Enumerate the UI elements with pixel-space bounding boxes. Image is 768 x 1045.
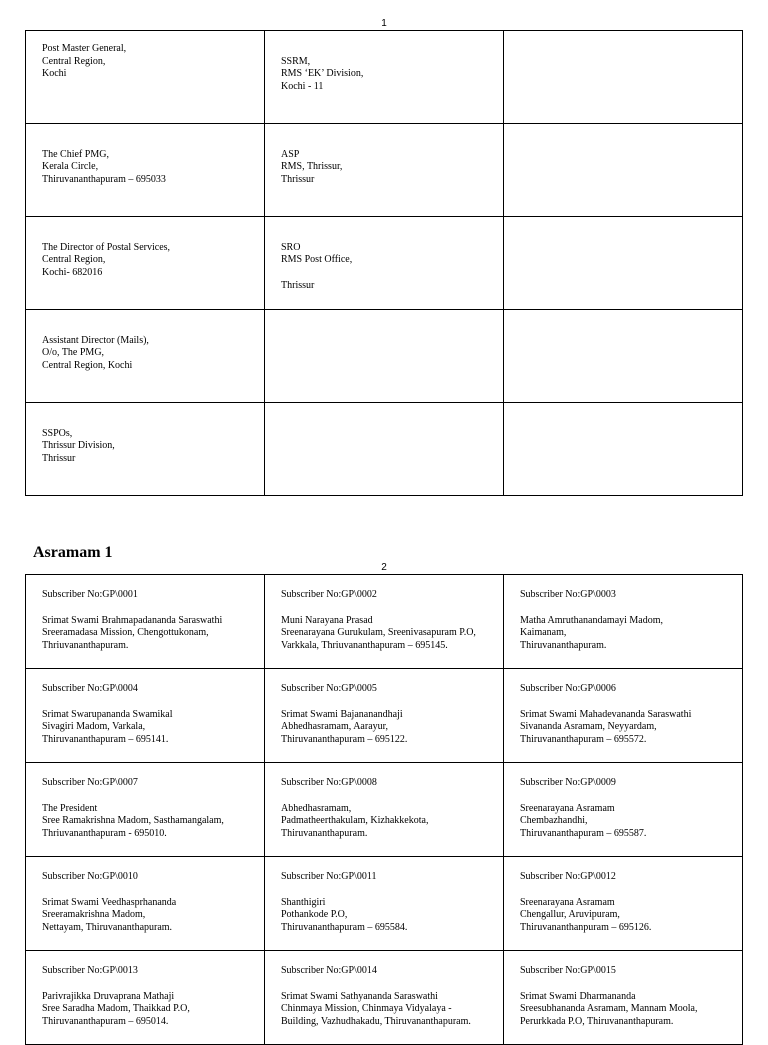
subscriber-number: Subscriber No:GP\0002 [281,589,377,600]
subscriber-address-line: Thiruvananthapuram. [520,640,607,652]
subscriber-address-line: Srimat Swami Mahadevananda Saraswathi [520,708,692,720]
address-line: SRO [281,241,301,253]
address-line: O/o, The PMG, [42,347,105,359]
subscriber-cell [265,763,504,857]
subscriber-cell [504,857,743,951]
address-line: The Director of Postal Services, [42,241,171,253]
subscriber-address-line: Parivrajikka Druvaprana Mathaji [42,990,175,1002]
address-line: SSPOs, [42,427,73,439]
page-number-1: 1 [381,18,387,29]
address-line: Kerala Circle, [42,161,99,173]
address-line: Thrissur [281,174,315,186]
subscriber-address-line: Abhedhasramam, [281,802,352,814]
subscriber-cell [26,951,265,1045]
address-line: Kochi- 682016 [42,267,103,279]
subscriber-address-line: Thriuvananthapuram - 695010. [42,828,167,840]
subscriber-address-line: Sreenarayana Gurukulam, Sreenivasapuram P.O, [281,627,476,639]
subscriber-cell [265,669,504,763]
address-line [281,136,493,149]
subscriber-address-line: Thiruvananthapuram – 695587. [520,828,647,840]
address-cell [26,310,265,403]
address-line [42,136,254,149]
subscriber-cell [26,857,265,951]
subscriber-row [26,763,743,857]
subscriber-address-line: Sree Ramakrishna Madom, Sasthamangalam, [42,815,224,827]
subscriber-row [26,669,743,763]
subscriber-cell [265,575,504,669]
subscriber-number: Subscriber No:GP\0014 [281,965,377,976]
address-line [42,322,254,335]
address-cell [504,217,743,310]
address-line: Central Region, [42,254,106,266]
address-cell [26,124,265,217]
address-row [26,217,743,310]
address-cell [26,31,265,124]
subscriber-cell [26,669,265,763]
address-cell [265,403,504,496]
address-cell [504,31,743,124]
subscriber-address-line: Shanthigiri [281,896,326,908]
address-line [281,267,493,280]
address-line: Thrissur Division, [42,440,115,452]
address-cell [265,217,504,310]
subscriber-address-line: Building, Vazhudhakadu, Thiruvananthapuram. [281,1016,471,1028]
address-line: Thiruvananthapuram – 695033 [42,174,166,186]
subscriber-address-line: Srimat Swami Sathyananda Saraswathi [281,990,438,1002]
address-line: Kochi - 11 [281,81,324,93]
address-cell [265,124,504,217]
address-line [281,43,493,56]
subscriber-address-line: Srimat Swami Dharmananda [520,990,636,1002]
address-cell [26,403,265,496]
subscriber-number: Subscriber No:GP\0008 [281,777,377,788]
address-line: Thrissur [281,279,315,291]
address-line: Kochi [42,68,67,80]
subscriber-address-line: Sreenarayana Asramam [520,896,615,908]
address-row [26,403,743,496]
subscriber-number: Subscriber No:GP\0006 [520,683,616,694]
subscriber-address-line: Sivagiri Madom, Varkala, [42,721,146,733]
subscriber-cell [265,951,504,1045]
subscriber-address-line: Srimat Swami Brahmapadananda Saraswathi [42,614,223,626]
address-cell [504,124,743,217]
subscriber-address-line: Thiruvananthanpuram – 695126. [520,922,652,934]
subscriber-number: Subscriber No:GP\0015 [520,965,616,976]
subscriber-row [26,857,743,951]
address-cell [504,310,743,403]
address-table-1 [25,30,743,496]
subscriber-number: Subscriber No:GP\0013 [42,965,138,976]
subscriber-address-line: Srimat Swami Bajananandhaji [281,708,403,720]
address-line: SSRM, [281,55,311,67]
subscriber-number: Subscriber No:GP\0005 [281,683,377,694]
subscriber-address-line: Sivananda Asramam, Neyyardam, [520,721,657,733]
address-line: Central Region, Kochi [42,360,133,372]
subscriber-address-line: Thiruvananthapuram. [281,828,368,840]
subscriber-number: Subscriber No:GP\0007 [42,777,138,788]
address-line: Thrissur [42,453,76,465]
subscriber-address-line: Sree Saradha Madom, Thaikkad P.O, [42,1003,190,1015]
subscriber-address-line: Varkkala, Thriuvananthapuram – 695145. [281,640,448,652]
subscriber-address-line: Matha Amruthanandamayi Madom, [520,614,664,626]
page-number-2: 2 [381,562,387,573]
address-row [26,310,743,403]
subscriber-table [25,574,743,1045]
subscriber-cell [504,669,743,763]
subscriber-address-line: Srimat Swarupananda Swamikal [42,708,173,720]
subscriber-address-line: Thiruvananthapuram – 695141. [42,734,169,746]
section-heading: Asramam 1 [33,544,113,561]
address-row [26,31,743,124]
subscriber-address-line: Abhedhasramam, Aarayur, [281,721,389,733]
subscriber-address-line: Thiruvananthapuram – 695122. [281,734,408,746]
subscriber-cell [504,763,743,857]
subscriber-number: Subscriber No:GP\0009 [520,777,616,788]
subscriber-address-line: Chembazhandhi, [520,815,588,827]
subscriber-cell [504,951,743,1045]
address-cell [26,217,265,310]
address-line [42,229,254,242]
address-line [42,415,254,428]
subscriber-number: Subscriber No:GP\0010 [42,871,138,882]
address-line: RMS ‘EK’ Division, [281,68,364,80]
address-line: ASP [281,148,300,160]
subscriber-address-line: Sreesubhananda Asramam, Mannam Moola, [520,1003,698,1015]
subscriber-address-line: Srimat Swami Veedhasprhananda [42,896,177,908]
subscriber-cell [26,575,265,669]
address-line [281,229,493,242]
subscriber-address-line: Nettayam, Thiruvananthapuram. [42,922,173,934]
subscriber-address-line: Chengallur, Aruvipuram, [520,909,620,921]
subscriber-address-line: Perurkkada P.O, Thiruvananthapuram. [520,1016,674,1028]
subscriber-address-line: Sreeramadasa Mission, Chengottukonam, [42,627,209,639]
subscriber-address-line: Muni Narayana Prasad [281,614,373,626]
address-row [26,124,743,217]
subscriber-number: Subscriber No:GP\0012 [520,871,616,882]
subscriber-number: Subscriber No:GP\0001 [42,589,138,600]
address-line: Post Master General, [42,43,127,54]
subscriber-address-line: Kaimanam, [520,627,567,639]
subscriber-number: Subscriber No:GP\0004 [42,683,138,694]
address-line: Assistant Director (Mails), [42,334,149,346]
subscriber-cell [26,763,265,857]
subscriber-address-line: Padmatheerthakulam, Kizhakkekota, [281,815,429,827]
address-cell [265,310,504,403]
subscriber-row [26,575,743,669]
subscriber-address-line: Thriuvananthapuram. [42,640,129,652]
subscriber-address-line: Thiruvananthapuram – 695014. [42,1016,169,1028]
subscriber-cell [265,857,504,951]
address-cell [504,403,743,496]
subscriber-cell [504,575,743,669]
subscriber-row [26,951,743,1045]
address-line: RMS, Thrissur, [281,161,343,173]
address-line: RMS Post Office, [281,254,353,266]
subscriber-address-line: Pothankode P.O, [281,909,348,921]
subscriber-number: Subscriber No:GP\0003 [520,589,616,600]
address-line: Central Region, [42,55,106,67]
subscriber-address-line: Chinmaya Mission, Chinmaya Vidyalaya - [281,1003,452,1015]
address-cell [265,31,504,124]
subscriber-address-line: Sreenarayana Asramam [520,802,615,814]
address-line: The Chief PMG, [42,148,109,160]
subscriber-address-line: Sreeramakrishna Madom, [42,909,146,921]
subscriber-address-line: The President [42,802,98,814]
subscriber-address-line: Thiruvananthapuram – 695584. [281,922,408,934]
subscriber-number: Subscriber No:GP\0011 [281,871,377,882]
subscriber-address-line: Thiruvananthapuram – 695572. [520,734,647,746]
